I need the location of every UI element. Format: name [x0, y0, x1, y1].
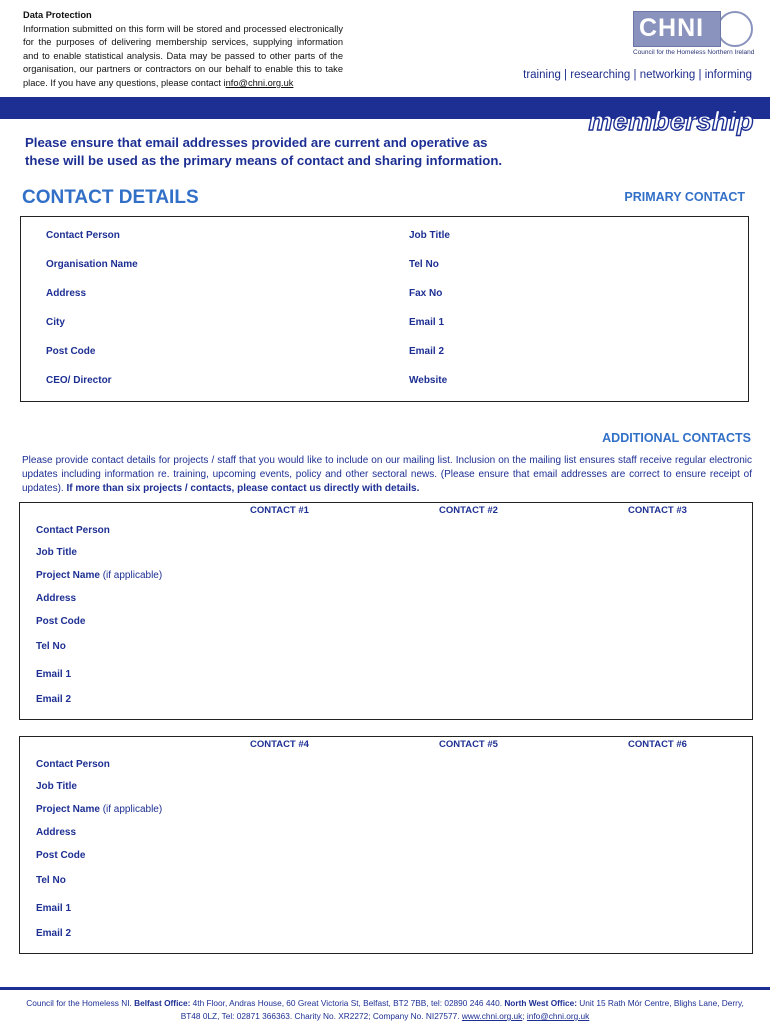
row-tel-no[interactable]: Tel No [36, 641, 66, 652]
email-1-field[interactable]: Email 1 [409, 317, 445, 328]
row-address[interactable]: Address [36, 593, 77, 604]
data-protection-body: Information submitted on this form will be stored and processed electronically for the purposes of delivering membership services, supplying information and to enable statistical analysis. Data may be passed to other parts of the organisation, our partners or contractors on our behalf to enable this to take place. If you have any questions, please contact info@chni.org.uk [23, 23, 343, 88]
contact-2-header: CONTACT #2 [439, 505, 498, 516]
row-contact-person[interactable]: Contact Person [36, 525, 110, 536]
contact-4-header: CONTACT #4 [250, 739, 309, 750]
logo-text: CHNI [639, 14, 705, 42]
tagline: training | researching | networking | informing [523, 69, 752, 81]
row-address[interactable]: Address [36, 827, 77, 838]
row-email-2[interactable]: Email 2 [36, 928, 72, 939]
contact-3-header: CONTACT #3 [628, 505, 687, 516]
post-code-field[interactable]: Post Code [46, 346, 96, 357]
row-job-title[interactable]: Job Title [36, 547, 77, 558]
footer-divider [0, 987, 770, 990]
primary-contact-form [20, 216, 749, 402]
data-protection-notice [23, 9, 343, 91]
row-email-1[interactable]: Email 1 [36, 903, 72, 914]
data-protection-title: Data Protection [23, 10, 92, 20]
organisation-name-field[interactable]: Organisation Name [46, 259, 138, 270]
row-project-name[interactable]: Project Name (if applicable) [36, 570, 163, 581]
additional-contacts-table-2 [19, 736, 753, 954]
membership-title: membership [588, 106, 754, 136]
row-email-2[interactable]: Email 2 [36, 694, 72, 705]
logo-circle-icon [717, 11, 753, 47]
primary-contact-heading: PRIMARY CONTACT [624, 190, 745, 204]
ceo-director-field[interactable]: CEO/ Director [46, 375, 112, 386]
logo-subtitle: Council for the Homeless Northern Ireland [633, 49, 755, 56]
job-title-field[interactable]: Job Title [409, 230, 450, 241]
row-post-code[interactable]: Post Code [36, 850, 86, 861]
row-job-title[interactable]: Job Title [36, 781, 77, 792]
contact-6-header: CONTACT #6 [628, 739, 687, 750]
row-email-1[interactable]: Email 1 [36, 669, 72, 680]
footer: Council for the Homeless NI. Belfast Office: 4th Floor, Andras House, 60 Great Victoria St, Belfast, BT2 7BB, tel: 02890 246 440. North West Office: Unit 15 Rath Mór Centre, Blighs Lane, Derry, BT48 0LZ, Tel: 02871 366363. Charity No. XR2272; Company No. NI27577. www.chni.org.uk; info@chni.org.uk [26, 998, 744, 1021]
additional-contacts-heading: ADDITIONAL CONTACTS [602, 431, 751, 445]
contact-person-field[interactable]: Contact Person [46, 230, 120, 241]
contact-details-heading: CONTACT DETAILS [22, 187, 199, 208]
footer-website-link[interactable]: www.chni.org.uk [461, 1011, 523, 1021]
email-2-field[interactable]: Email 2 [409, 346, 445, 357]
footer-email-link[interactable]: info@chni.org.uk [526, 1011, 590, 1021]
contact-1-header: CONTACT #1 [250, 505, 309, 516]
contact-5-header: CONTACT #5 [439, 739, 498, 750]
city-field[interactable]: City [46, 317, 65, 328]
row-tel-no[interactable]: Tel No [36, 875, 66, 886]
chni-logo [633, 11, 753, 57]
data-protection-email-link[interactable]: nfo@chni.org.uk [225, 77, 294, 88]
additional-contacts-instructions: Please provide contact details for projects / staff that you would like to include on our mailing list. Inclusion on the mailing list ensures staff receive regular electronic updates including information re. training, upcoming events, policy and other sectoral news. (Please ensure that email addresses are correct to ensure receipt of updates). If more than six projects / contacts, please contact us directly with details. [22, 455, 752, 494]
address-field[interactable]: Address [46, 288, 87, 299]
additional-contacts-table-1 [19, 502, 753, 720]
row-contact-person[interactable]: Contact Person [36, 759, 110, 770]
row-post-code[interactable]: Post Code [36, 616, 86, 627]
tel-no-field[interactable]: Tel No [409, 259, 439, 270]
row-project-name[interactable]: Project Name (if applicable) [36, 804, 163, 815]
fax-no-field[interactable]: Fax No [409, 288, 443, 299]
website-field[interactable]: Website [409, 375, 448, 386]
email-notice: Please ensure that email addresses provided are current and operative as these will be used as the primary means of contact and sharing information. [25, 135, 503, 168]
